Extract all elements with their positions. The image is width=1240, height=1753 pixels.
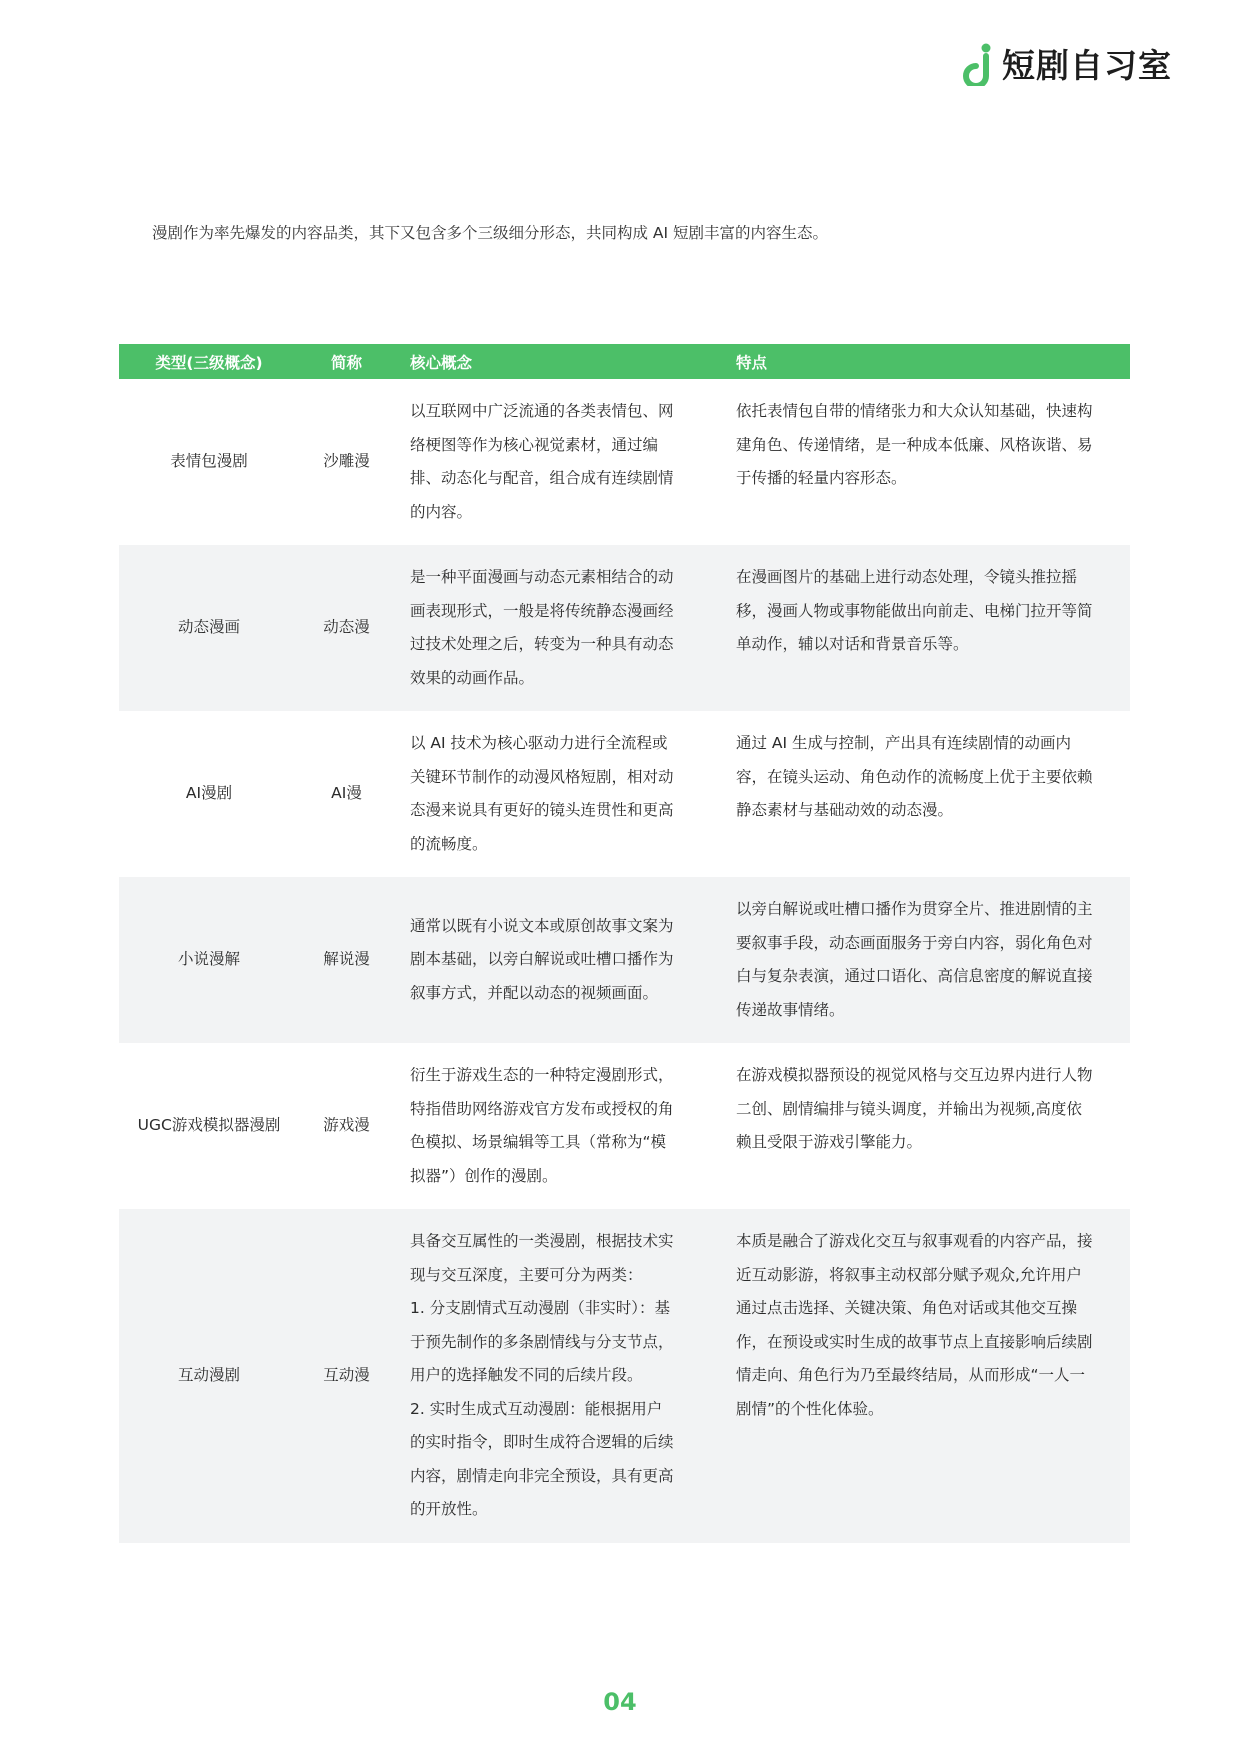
subtype-table xyxy=(119,344,1130,1543)
table-row xyxy=(119,1209,1130,1543)
cell-abbr: AI漫 xyxy=(299,711,394,877)
cell-feature: 以旁白解说或吐槽口播作为贯穿全片、推进剧情的主要叙事手段，动态画面服务于旁白内容，弱化角色对白与复杂表演，通过口语化、高信息密度的解说直接传递故事情绪。 xyxy=(736,900,1093,1019)
cell-feature: 通过 AI 生成与控制，产出具有连续剧情的动画内容，在镜头运动、角色动作的流畅度上优于主要依赖静态素材与基础动效的动态漫。 xyxy=(736,734,1093,819)
cell-abbr: 游戏漫 xyxy=(299,1043,394,1209)
cell-concept: 以互联网中广泛流通的各类表情包、网络梗图等作为核心视觉素材，通过编排、动态化与配音，组合成有连续剧情的内容。 xyxy=(410,402,674,521)
header-concept: 核心概念 xyxy=(394,344,720,379)
cell-feature: 依托表情包自带的情绪张力和大众认知基础，快速构建角色、传递情绪，是一种成本低廉、风格诙谐、易于传播的轻量内容形态。 xyxy=(736,402,1093,487)
table-row xyxy=(119,711,1130,877)
cell-type: 小说漫解 xyxy=(119,877,299,1043)
page-number: 04 xyxy=(603,1688,637,1716)
header-type: 类型(三级概念) xyxy=(119,344,299,379)
cell-abbr: 动态漫 xyxy=(299,545,394,711)
cell-type: AI漫剧 xyxy=(119,711,299,877)
cell-concept: 具备交互属性的一类漫剧，根据技术实现与交互深度，主要可分为两类： 1. 分支剧情式互动漫剧（非实时）：基于预先制作的多条剧情线与分支节点，用户的选择触发不同的后续片段。 2. 实时生成式互动漫剧：能根据用户的实时指令，即时生成符合逻辑的后续内容，剧情走向非完全预设，具有更高的开放性。 xyxy=(410,1232,674,1518)
header-abbr: 简称 xyxy=(299,344,394,379)
cell-abbr: 解说漫 xyxy=(299,877,394,1043)
cell-concept: 通常以既有小说文本或原创故事文案为剧本基础，以旁白解说或吐槽口播作为叙事方式，并配以动态的视频画面。 xyxy=(410,916,674,1002)
cell-type: 动态漫画 xyxy=(119,545,299,711)
table-row xyxy=(119,379,1130,545)
brand-logo-icon xyxy=(962,42,996,86)
cell-feature: 本质是融合了游戏化交互与叙事观看的内容产品，接近互动影游，将叙事主动权部分赋予观众,允许用户通过点击选择、关键决策、角色对话或其他交互操作，在预设或实时生成的故事节点上直接影响后续剧情走向、角色行为乃至最终结局，从而形成“一人一剧情”的个性化体验。 xyxy=(736,1232,1093,1418)
brand-logo xyxy=(962,40,1172,87)
table-row xyxy=(119,877,1130,1043)
cell-abbr: 沙雕漫 xyxy=(299,379,394,545)
intro-paragraph: 漫剧作为率先爆发的内容品类，其下又包含多个三级细分形态，共同构成 AI 短剧丰富的内容生态。 xyxy=(152,224,829,242)
brand-name: 短剧自习室 xyxy=(1002,46,1172,85)
header-feature: 特点 xyxy=(720,344,1130,379)
cell-type: 表情包漫剧 xyxy=(119,379,299,545)
table-row xyxy=(119,545,1130,711)
cell-feature: 在游戏模拟器预设的视觉风格与交互边界内进行人物二创、剧情编排与镜头调度，并输出为视频,高度依赖且受限于游戏引擎能力。 xyxy=(736,1066,1093,1151)
cell-type: 互动漫剧 xyxy=(119,1209,299,1543)
cell-concept: 是一种平面漫画与动态元素相结合的动画表现形式，一般是将传统静态漫画经过技术处理之后，转变为一种具有动态效果的动画作品。 xyxy=(410,568,674,687)
cell-concept: 以 AI 技术为核心驱动力进行全流程或关键环节制作的动漫风格短剧，相对动态漫来说具有更好的镜头连贯性和更高的流畅度。 xyxy=(410,734,674,853)
cell-type: UGC游戏模拟器漫剧 xyxy=(119,1043,299,1209)
cell-feature: 在漫画图片的基础上进行动态处理，令镜头推拉摇移，漫画人物或事物能做出向前走、电梯门拉开等简单动作，辅以对话和背景音乐等。 xyxy=(736,568,1093,653)
cell-concept: 衍生于游戏生态的一种特定漫剧形式，特指借助网络游戏官方发布或授权的角色模拟、场景编辑等工具（常称为“模拟器”）创作的漫剧。 xyxy=(410,1066,674,1185)
table-header-row xyxy=(119,344,1130,379)
cell-abbr: 互动漫 xyxy=(299,1209,394,1543)
table-row xyxy=(119,1043,1130,1209)
